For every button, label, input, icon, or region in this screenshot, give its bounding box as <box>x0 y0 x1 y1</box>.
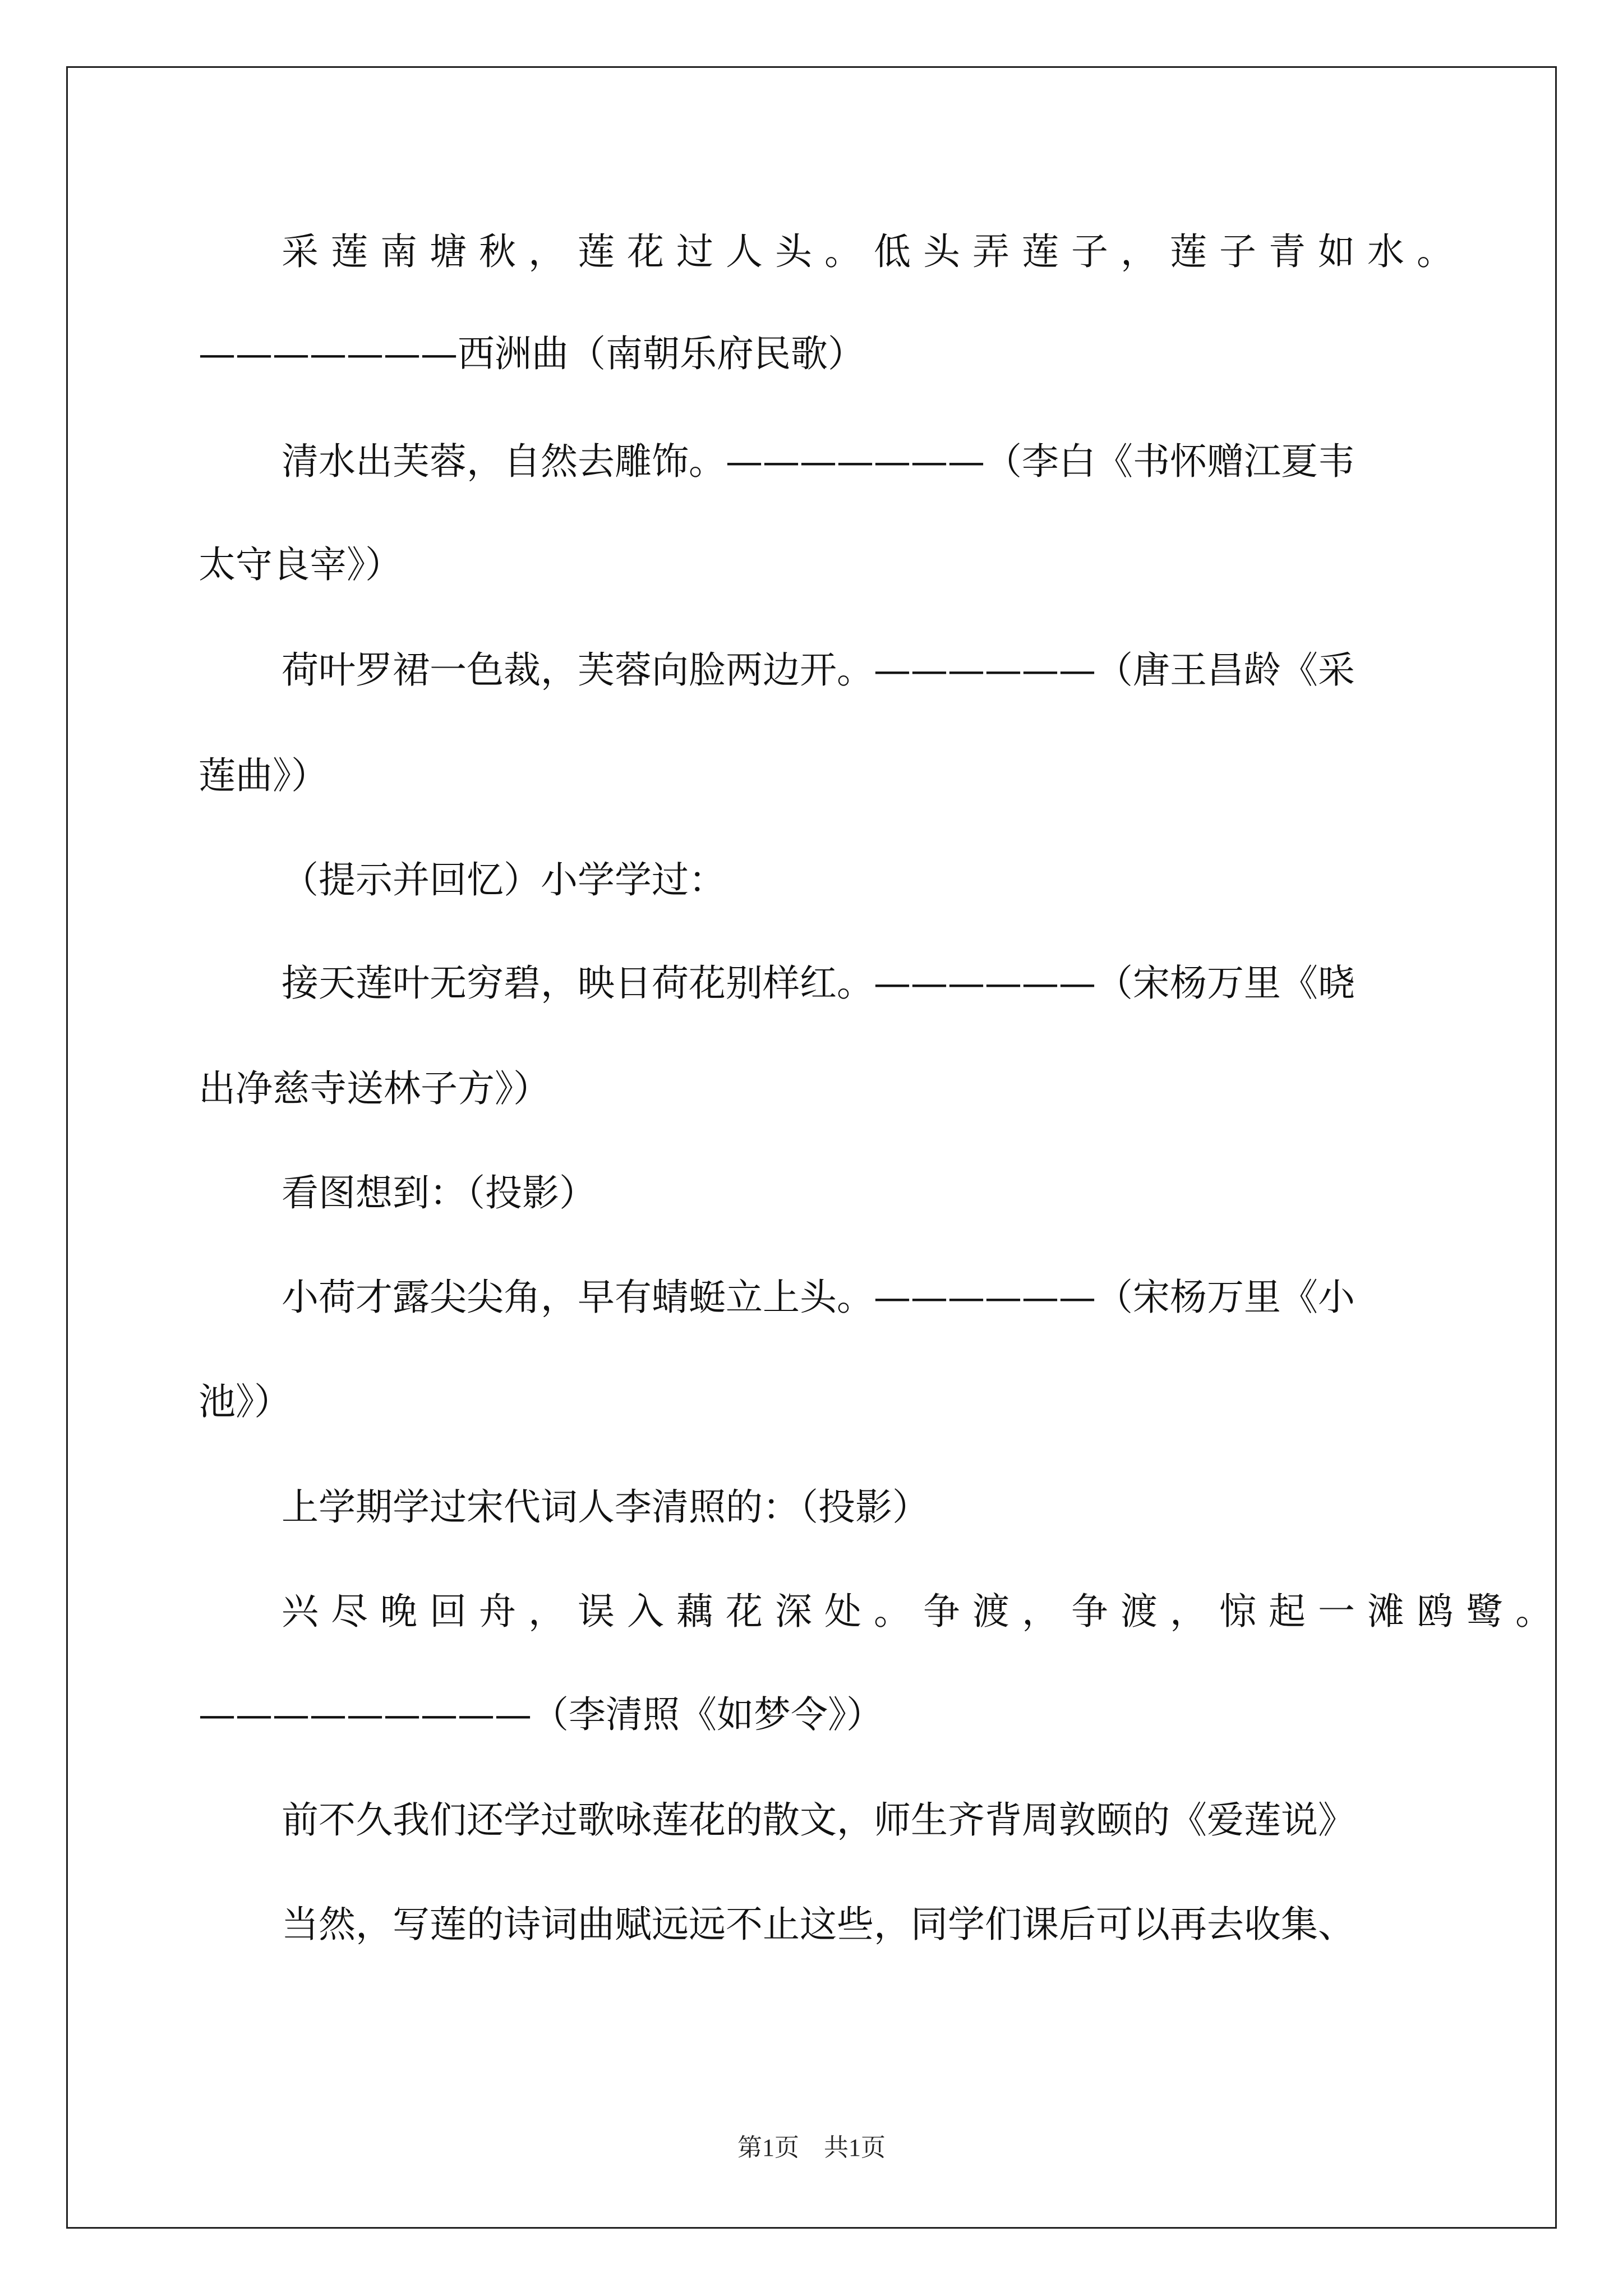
poem-line: 池》） <box>199 1380 291 1423</box>
text-line: （提示并回忆）小学学过： <box>282 858 726 901</box>
text-line: 前不久我们还学过歌咏莲花的散文，师生齐背周敦颐的《爱莲说》 <box>282 1798 1355 1842</box>
poem-line: 接天莲叶无穷碧，映日荷花别样红。——————（宋杨万里《晓 <box>282 961 1355 1005</box>
poem-line: 采莲南塘秋，莲花过人头。低头弄莲子，莲子青如水。 <box>282 230 1466 273</box>
poem-line: 小荷才露尖尖角，早有蜻蜓立上头。——————（宋杨万里《小 <box>282 1276 1355 1319</box>
poem-line: 荷叶罗裙一色裁，芙蓉向脸两边开。——————（唐王昌龄《采 <box>282 648 1355 692</box>
poem-line: ———————西洲曲（南朝乐府民歌） <box>199 332 865 375</box>
page-number-footer: 第1页 共1页 <box>737 2134 886 2161</box>
poem-line: —————————（李清照《如梦令》） <box>199 1693 883 1736</box>
text-line: 当然，写莲的诗词曲赋远远不止这些，同学们课后可以再去收集、 <box>282 1903 1355 1946</box>
text-line: 上学期学过宋代词人李清照的：（投影） <box>282 1485 929 1529</box>
poem-line: 莲曲》） <box>199 754 328 797</box>
poem-line: 兴尽晚回舟，误入藕花深处。争渡，争渡，惊起一滩鸥鹭。 <box>282 1590 1565 1633</box>
poem-line: 出净慈寺送林子方》） <box>199 1067 550 1110</box>
poem-line: 清水出芙蓉，自然去雕饰。———————（李白《书怀赠江夏韦 <box>282 440 1355 483</box>
text-line: 看图想到：（投影） <box>282 1171 596 1214</box>
poem-line: 太守良宰》） <box>199 543 402 586</box>
